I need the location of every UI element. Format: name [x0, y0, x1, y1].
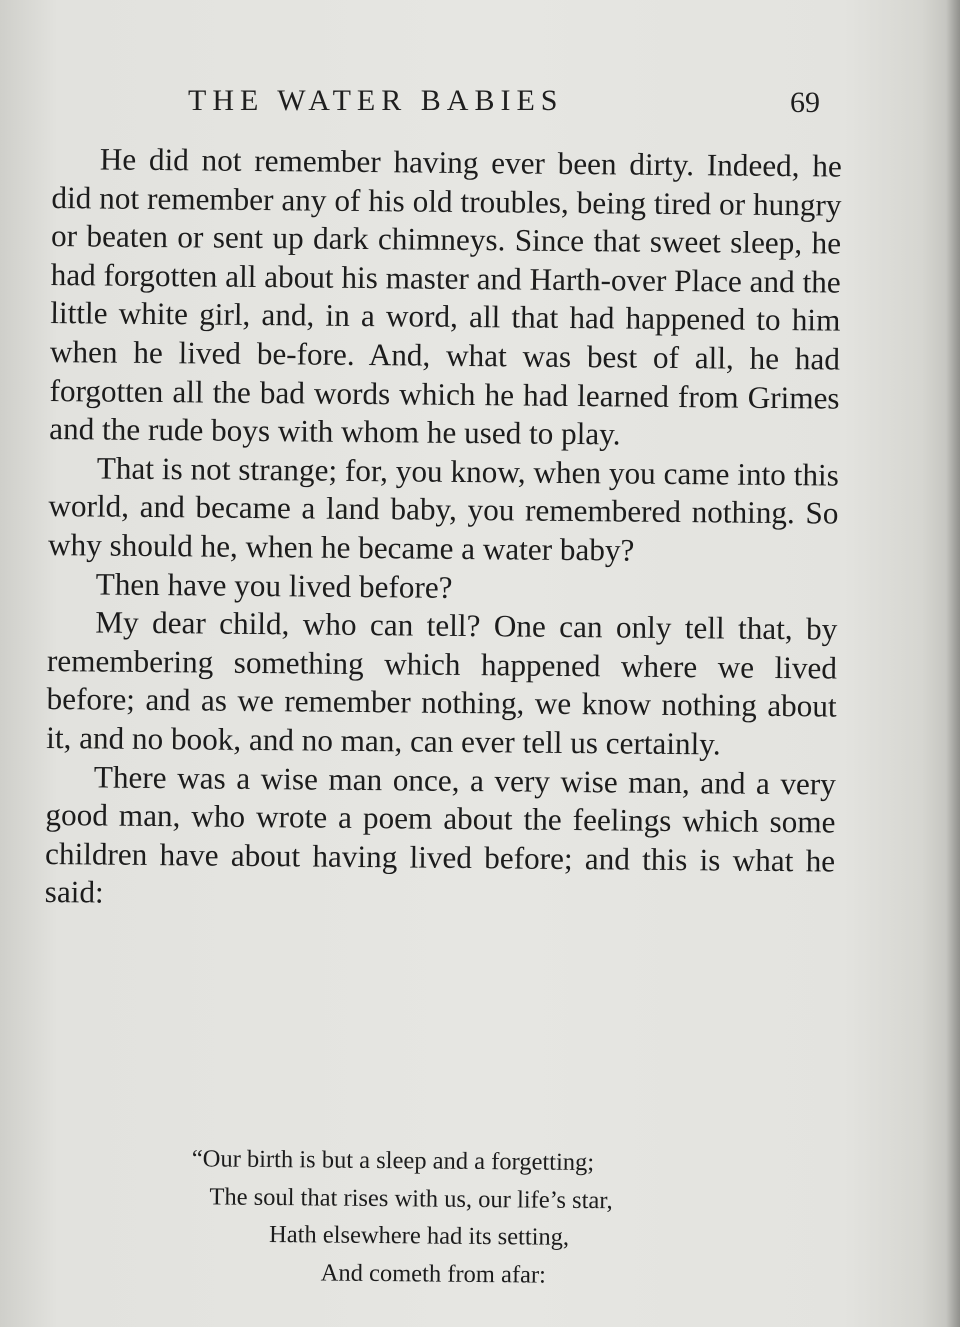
paragraph: That is not strange; for, you know, when you came into this world, and became a land baby, you remembered nothing. So why should he, when he became a water baby?: [47, 450, 839, 568]
poem-line: Hath elsewhere had its setting,: [268, 1220, 570, 1251]
running-head: [50, 84, 820, 124]
poem-line: The soul that rises with us, our life’s star,: [209, 1182, 613, 1214]
body-text: [45, 140, 842, 919]
paragraph: My dear child, who can tell? One can only tell that, by remembering something which happened where we lived before; and as we remember nothing, we know nothing about it, and no book, and no man, can ever tell us certainly.: [46, 604, 838, 762]
running-title: THE WATER BABIES: [188, 84, 564, 117]
poem-line: And cometh from afar:: [320, 1258, 547, 1289]
page-number: 69: [790, 86, 820, 119]
poem-line: “Our birth is but a sleep and a forgetting;: [191, 1145, 595, 1177]
paragraph: He did not remember having ever been dirty. Indeed, he did not remember any of his old troubles, being tired or hungry or beaten or sent up dark chimneys. Since that sweet sleep, he had forgotten all about his master and Harth-over Place and the little white girl, and, in a word, all that had happened to him when he lived be-fore. And, what was best of all, he had forgotten all the bad words which he had learned from Grimes and the rude boys with whom he used to play.: [49, 141, 842, 452]
poem-quote: [169, 1140, 730, 1295]
paragraph: Then have you lived before?: [95, 565, 453, 605]
paragraph: There was a wise man once, a very wise man, and a very good man, who wrote a poem about the feelings which some children have about having lived before; and this is what he said:: [44, 758, 837, 910]
